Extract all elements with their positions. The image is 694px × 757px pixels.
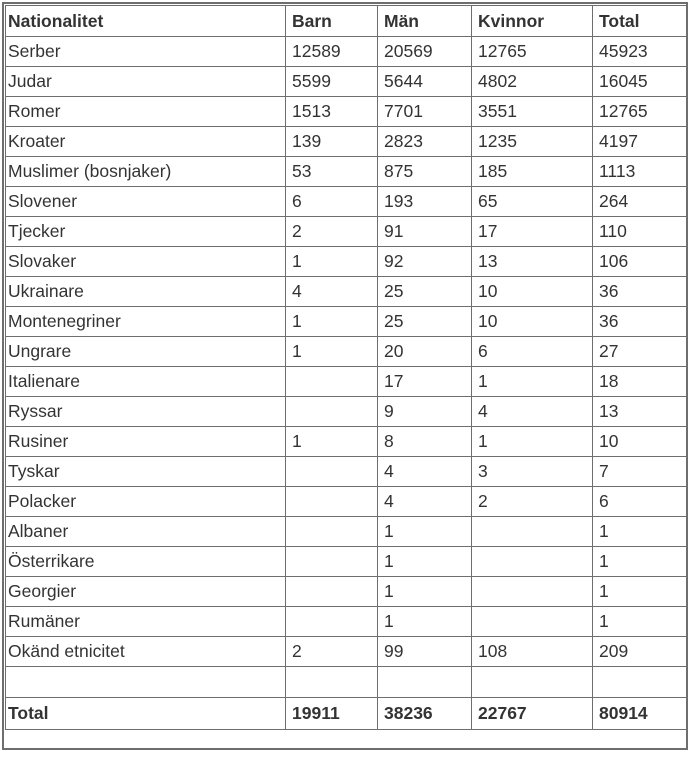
total-cell: 18 [593,367,687,397]
table-row [6,427,687,457]
empty-cell [286,667,378,698]
table-row [6,247,687,277]
kvinnor-cell [472,547,593,577]
total-cell: 1 [593,547,687,577]
total-cell: 36 [593,277,687,307]
barn-cell [286,547,378,577]
total-cell: 13 [593,397,687,427]
total-cell: 1 [593,577,687,607]
nationality-cell: Slovaker [6,247,286,277]
barn-cell: 4 [286,277,378,307]
man-cell: 9 [378,397,472,427]
barn-cell: 5599 [286,67,378,97]
man-cell: 25 [378,307,472,337]
barn-cell: 6 [286,187,378,217]
total-cell: 36 [593,307,687,337]
nationality-cell: Rumäner [6,607,286,637]
barn-cell: 1 [286,427,378,457]
empty-cell [378,667,472,698]
table-row [6,97,687,127]
man-cell: 8 [378,427,472,457]
table-row [6,607,687,637]
total-cell: 110 [593,217,687,247]
man-cell: 20 [378,337,472,367]
barn-cell: 12589 [286,37,378,67]
table-row [6,517,687,547]
kvinnor-cell: 108 [472,637,593,667]
barn-cell: 53 [286,157,378,187]
total-cell: 1 [593,607,687,637]
man-cell: 193 [378,187,472,217]
kvinnor-cell: 1 [472,367,593,397]
table-row [6,547,687,577]
kvinnor-cell: 2 [472,487,593,517]
nationality-cell: Judar [6,67,286,97]
man-cell: 25 [378,277,472,307]
man-cell: 5644 [378,67,472,97]
nationality-cell: Ryssar [6,397,286,427]
man-cell: 1 [378,517,472,547]
nationality-cell: Okänd etnicitet [6,637,286,667]
barn-cell [286,457,378,487]
kvinnor-cell [472,607,593,637]
table-row [6,577,687,607]
barn-cell [286,517,378,547]
kvinnor-cell: 3 [472,457,593,487]
table-row [6,127,687,157]
man-cell: 92 [378,247,472,277]
table-row [6,157,687,187]
header-barn: Barn [286,6,378,37]
man-cell: 4 [378,457,472,487]
total-barn: 19911 [286,698,378,730]
table-row [6,67,687,97]
empty-cell [472,667,593,698]
kvinnor-cell: 10 [472,307,593,337]
header-nationalitet: Nationalitet [6,6,286,37]
total-cell: 4197 [593,127,687,157]
table-row [6,367,687,397]
nationality-cell: Polacker [6,487,286,517]
total-total: 80914 [593,698,687,730]
kvinnor-cell: 12765 [472,37,593,67]
total-cell: 1113 [593,157,687,187]
nationality-cell: Italienare [6,367,286,397]
kvinnor-cell: 6 [472,337,593,367]
barn-cell [286,367,378,397]
table-row [6,637,687,667]
kvinnor-cell: 1 [472,427,593,457]
table-row [6,457,687,487]
total-cell: 264 [593,187,687,217]
man-cell: 4 [378,487,472,517]
kvinnor-cell [472,577,593,607]
barn-cell: 139 [286,127,378,157]
total-cell: 209 [593,637,687,667]
nationality-cell: Montenegriner [6,307,286,337]
total-cell: 10 [593,427,687,457]
total-cell: 12765 [593,97,687,127]
table-row [6,307,687,337]
kvinnor-cell: 4802 [472,67,593,97]
header-man: Män [378,6,472,37]
barn-cell [286,577,378,607]
barn-cell [286,397,378,427]
header-kvinnor: Kvinnor [472,6,593,37]
kvinnor-cell: 13 [472,247,593,277]
total-cell: 7 [593,457,687,487]
total-label: Total [6,698,286,730]
empty-cell [593,667,687,698]
man-cell: 2823 [378,127,472,157]
nationality-cell: Ungrare [6,337,286,367]
man-cell: 17 [378,367,472,397]
empty-row [6,667,687,698]
kvinnor-cell [472,517,593,547]
man-cell: 1 [378,607,472,637]
kvinnor-cell: 1235 [472,127,593,157]
nationality-cell: Österrikare [6,547,286,577]
man-cell: 99 [378,637,472,667]
barn-cell: 1 [286,247,378,277]
nationality-cell: Slovener [6,187,286,217]
total-cell: 45923 [593,37,687,67]
total-cell: 6 [593,487,687,517]
table-row [6,487,687,517]
header-row [6,6,687,37]
barn-cell [286,607,378,637]
nationality-cell: Kroater [6,127,286,157]
kvinnor-cell: 10 [472,277,593,307]
table-row [6,337,687,367]
nationality-cell: Albaner [6,517,286,547]
table-row [6,187,687,217]
man-cell: 20569 [378,37,472,67]
barn-cell: 1 [286,337,378,367]
total-cell: 1 [593,517,687,547]
nationality-cell: Tyskar [6,457,286,487]
empty-cell [6,667,286,698]
nationality-cell: Serber [6,37,286,67]
table-row [6,397,687,427]
total-kvinnor: 22767 [472,698,593,730]
total-man: 38236 [378,698,472,730]
kvinnor-cell: 65 [472,187,593,217]
nationality-table [5,5,687,730]
table-body [6,37,687,667]
man-cell: 1 [378,577,472,607]
kvinnor-cell: 17 [472,217,593,247]
barn-cell: 1 [286,307,378,337]
total-row [6,698,687,730]
kvinnor-cell: 3551 [472,97,593,127]
man-cell: 875 [378,157,472,187]
nationality-cell: Georgier [6,577,286,607]
table-row [6,37,687,67]
total-cell: 27 [593,337,687,367]
nationality-cell: Ukrainare [6,277,286,307]
total-cell: 106 [593,247,687,277]
nationality-cell: Rusiner [6,427,286,457]
table-row [6,217,687,247]
header-total: Total [593,6,687,37]
kvinnor-cell: 185 [472,157,593,187]
kvinnor-cell: 4 [472,397,593,427]
man-cell: 1 [378,547,472,577]
table-row [6,277,687,307]
barn-cell: 2 [286,637,378,667]
man-cell: 7701 [378,97,472,127]
barn-cell: 2 [286,217,378,247]
barn-cell: 1513 [286,97,378,127]
nationality-cell: Romer [6,97,286,127]
barn-cell [286,487,378,517]
nationality-cell: Muslimer (bosnjaker) [6,157,286,187]
nationality-cell: Tjecker [6,217,286,247]
man-cell: 91 [378,217,472,247]
total-cell: 16045 [593,67,687,97]
